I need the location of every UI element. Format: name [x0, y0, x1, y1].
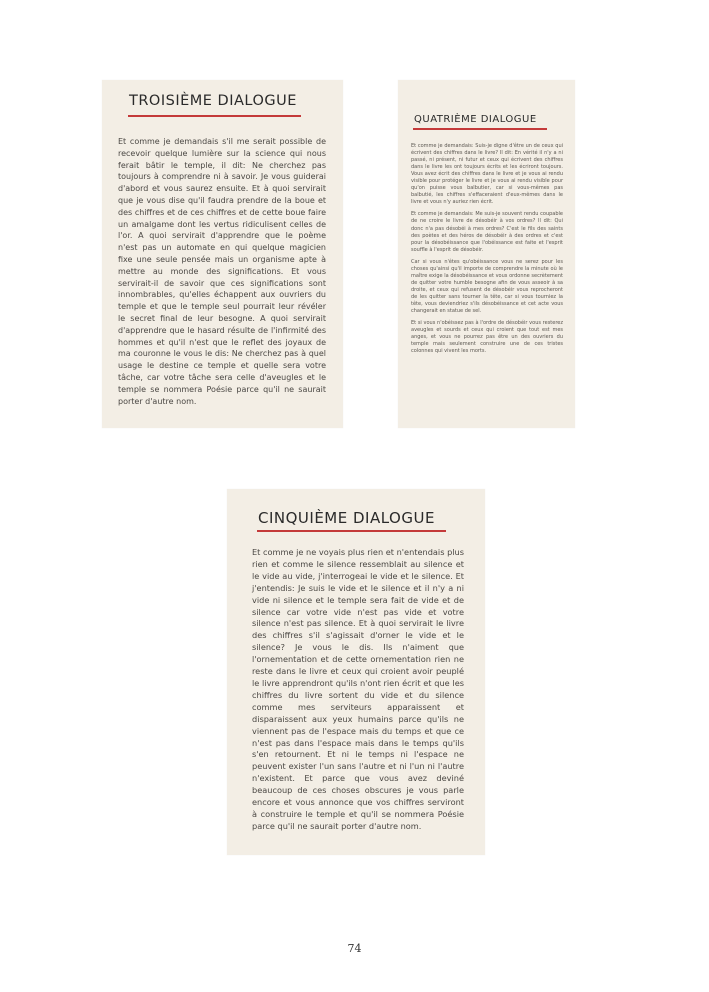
page-number: 74: [347, 942, 362, 955]
dialogue-text: Et comme je demandais s'il me serait possible de recevoir quelque lumière sur la science qui nous ferait bâtir le temple, il dit: Ne cherchez pas toujours à comprendre ni à savoir. Je vous guiderai d'abord et vous saurez ensuite. Et à quoi servirait que je vous dise qu'il faudra prendre de la boue et des chiffres et de ces chiffres et de cette boue faire un amalgame dont les vertus ridiculisent celles de l'or. A quoi servirait d'apprendre que le poème n'est pas un automate en qui quelque magicien fixe une seule pensée mais un organisme apte à mettre au monde des significations. Et vous servirait-il de savoir que ces significations sont innombrables, qu'elles échappent aux ouvriers du temple et que le temple seul pourrait leur révéler le secret final de leur besogne. A quoi servirait d'apprendre que le hasard résulte de l'infirmité des hommes et qu'il n'est que le reflet des joyaux de ma couronne le vous le dis: Ne cherchez pas à quel usage le destine ce temple et quelle sera votre tâche, car votre tâche sera celle d'aveugles et le temple se nommera Poésie parce qu'il ne saurait porter d'autre nom.: [118, 137, 326, 406]
dialogue-text: Et comme je ne voyais plus rien et n'entendais plus rien et comme le silence ressemblait au silence et le vide au vide, j'interrogeai le vide et le silence. Et j'entendis: Je suis le vide et le silence et il n'y a ni vide ni silence et le temple sera fait de vide et de silence car votre vide n'est pas vide et votre silence n'est pas silence. Et à quoi servirait le livre des chiffres s'il s'agissait d'orner le vide et le silence? Je vous le dis. Ils n'aiment que l'ornementation et de cette ornementation rien ne reste dans le livre et ceux qui croient avoir peuplé le livre apprendront qu'ils n'ont rien écrit et que les chiffres du livre sortent du vide et du silence comme mes serviteurs apparaissent et disparaissent aux yeux humains parce qu'ils ne viennent pas de l'espace mais du temps et que ce n'est pas dans l'espace mais dans le temps qu'ils s'en retournent. Et ni le temps ni l'espace ne peuvent exister l'un sans l'autre et ni l'un ni l'autre n'existent. Et parce que vous avez deviné beaucoup de ces choses obscures je vous parle encore et vous annonce que vos chiffres serviront à construire le temple et qu'il se nommera Poésie parce qu'il ne saurait porter d'autre nom.: [252, 547, 464, 831]
dialogue-paragraph: Et si vous n'obéissez pas à l'ordre de désobéir vous resterez aveugles et sourds et ceux qui croient que tout est mes anges, et vous ne pourrez pas être un des ouvriers du temple mais seulement construire une de ces tristes colonnes qui vivent les morts.: [411, 320, 563, 355]
dialogue-text: [411, 143, 563, 360]
dialogue-paragraph: Et comme je demandais: Me suis-je souvent rendu coupable de ne croire le livre de désobéir à vos ordres? Il dit: Qui donc n'a pas désobéi à mes ordres? C'est le fils des saints des poètes et des héros de désobéir à des ordres et c'est pour la désobéissance que l'obéissance est faite et l'esprit souffle à l'esprit de désobéir.: [411, 211, 563, 253]
title-underline: [413, 128, 547, 130]
dialogue-paragraph: Et comme je demandais: Suis-je digne d'être un de ceux qui écrivent des chiffres dans le livre? Il dit: En vérité il n'y a ni passé, ni présent, ni futur et ceux qui écrivent des chiffres dans le livre les ont toujours écrits et les écriront toujours. Vous avez écrit des chiffres dans le livre et je vous ai rendu visible pour protéger le livre et je vous ai rendu visible pour qu'on puisse vous balbutier, car si vous-mêmes pas balbutié, les chiffres s'effaceraient d'eux-mêmes dans le livre et vous n'y auriez rien écrit.: [411, 143, 563, 206]
dialogue-card-cinquieme: [227, 489, 485, 855]
dialogue-paragraph: Car si vous n'êtes qu'obéissance vous ne serez pour les choses qu'ainsi qu'il importe de comprendre la minute où le maître exige la désobéissance et vous ordonne secrètement de quitter votre humble besogne afin de vous asseoir à sa droite, et ceux qui refusent de désobéir vous reprocheront de les quitter sans tourner la tête, car si vous tourniez la tête, vous deviendriez s'ils désobéissance et cet acte vous changerait en statue de sel.: [411, 258, 563, 315]
dialogue-title: QUATRIÈME DIALOGUE: [414, 114, 537, 125]
dialogue-card-troisieme: [102, 80, 343, 428]
dialogue-card-quatrieme: [398, 80, 575, 428]
dialogue-title: CINQUIÈME DIALOGUE: [258, 509, 435, 527]
title-underline: [257, 530, 446, 532]
dialogue-title: TROISIÈME DIALOGUE: [129, 93, 297, 109]
title-underline: [128, 115, 301, 117]
